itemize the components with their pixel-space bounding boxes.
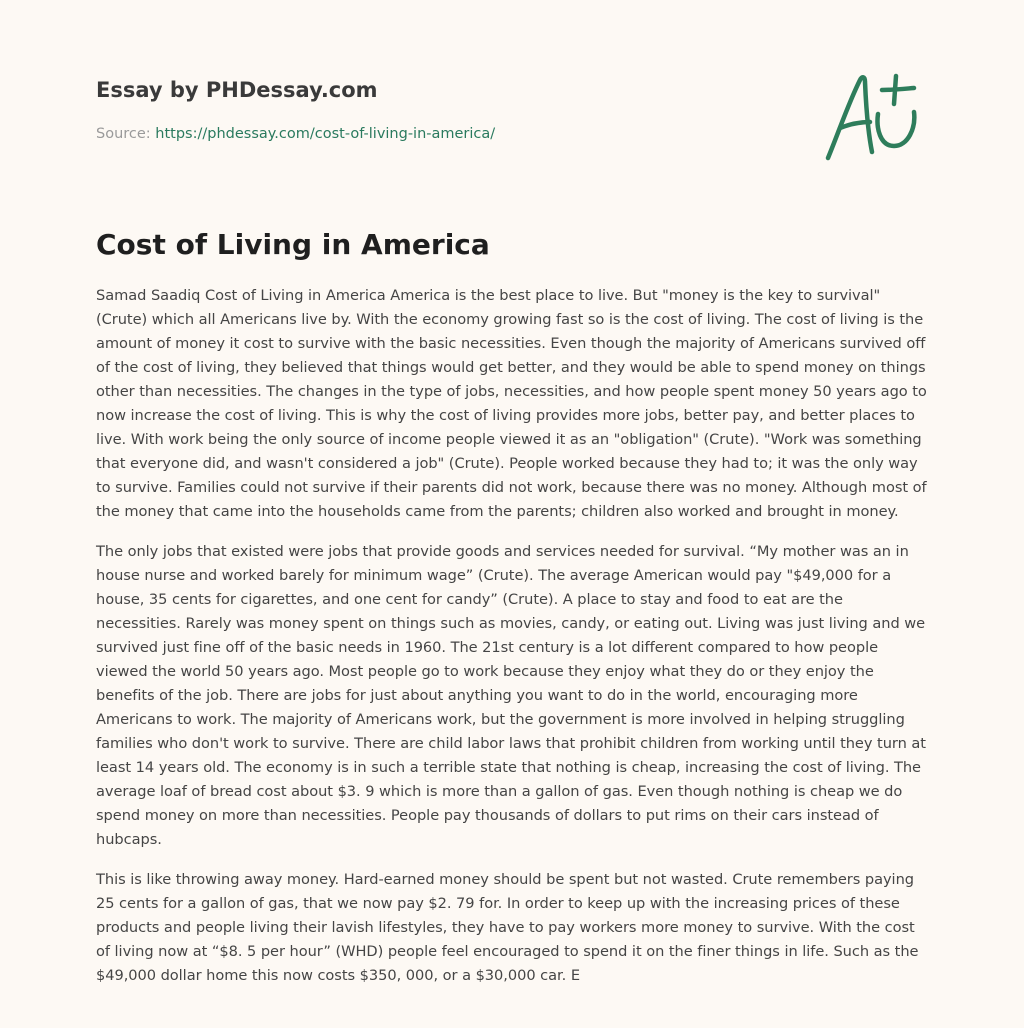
source-label: Source:	[96, 126, 156, 142]
page-header	[96, 76, 696, 144]
source-link[interactable]: https://phdessay.com/cost-of-living-in-america/	[155, 126, 496, 142]
a-plus-logo-icon	[818, 66, 930, 166]
paragraph: Samad Saadiq Cost of Living in America America is the best place to live. But "money is the key to survival" (Crute) which all Americans live by. With the economy growing fast so is the cost of living. The cost of living is the amount of money it cost to survive with the basic necessities. Even though the majority of Americans survived off of the cost of living, they believed that things would get better, and they would be able to spend money on things other than necessities. The changes in the type of jobs, necessities, and how people spent money 50 years ago to now increase the cost of living. This is why the cost of living provides more jobs, better pay, and better places to live. With work being the only source of income people viewed it as an "obligation" (Crute). "Work was something that everyone did, and wasn't considered a job" (Crute). People worked because they had to; it was the only way to survive. Families could not survive if their parents did not work, because there was no money. Although most of the money that came into the households came from the parents; children also worked and brought in money.	[96, 287, 927, 520]
source-line	[96, 124, 696, 144]
site-title: Essay by PHDessay.com	[96, 78, 378, 102]
document-title: Cost of Living in America	[96, 228, 490, 261]
paragraph: This is like throwing away money. Hard-earned money should be spent but not wasted. Crute remembers paying 25 cents for a gallon of gas, that we now pay $2. 79 for. In order to keep up with the increasing prices of these products and people living their lavish lifestyles, they have to pay workers more money to survive. With the cost of living now at “$8. 5 per hour” (WHD) people feel encouraged to spend it on the finer things in life. Such as the $49,000 dollar home this now costs $350, 000, or a $30,000 car. E	[96, 871, 919, 984]
essay-body	[96, 284, 932, 1004]
paragraph: The only jobs that existed were jobs that provide goods and services needed for survival. “My mother was an in house nurse and worked barely for minimum wage” (Crute). The average American would pay "$49,000 for a house, 35 cents for cigarettes, and one cent for candy” (Crute). A place to stay and food to eat are the necessities. Rarely was money spent on things such as movies, candy, or eating out. Living was just living and we survived just fine off of the basic needs in 1960. The 21st century is a lot different compared to how people viewed the world 50 years ago. Most people go to work because they enjoy what they do or they enjoy the benefits of the job. There are jobs for just about anything you want to do in the world, encouraging more Americans to work. The majority of Americans work, but the government is more involved in helping struggling families who don't work to survive. There are child labor laws that prohibit children from working until they turn at least 14 years old. The economy is in such a terrible state that nothing is cheap, increasing the cost of living. The average loaf of bread cost about $3. 9 which is more than a gallon of gas. Even though nothing is cheap we do spend money on more than necessities. People pay thousands of dollars to put rims on their cars instead of hubcaps.	[96, 543, 926, 848]
